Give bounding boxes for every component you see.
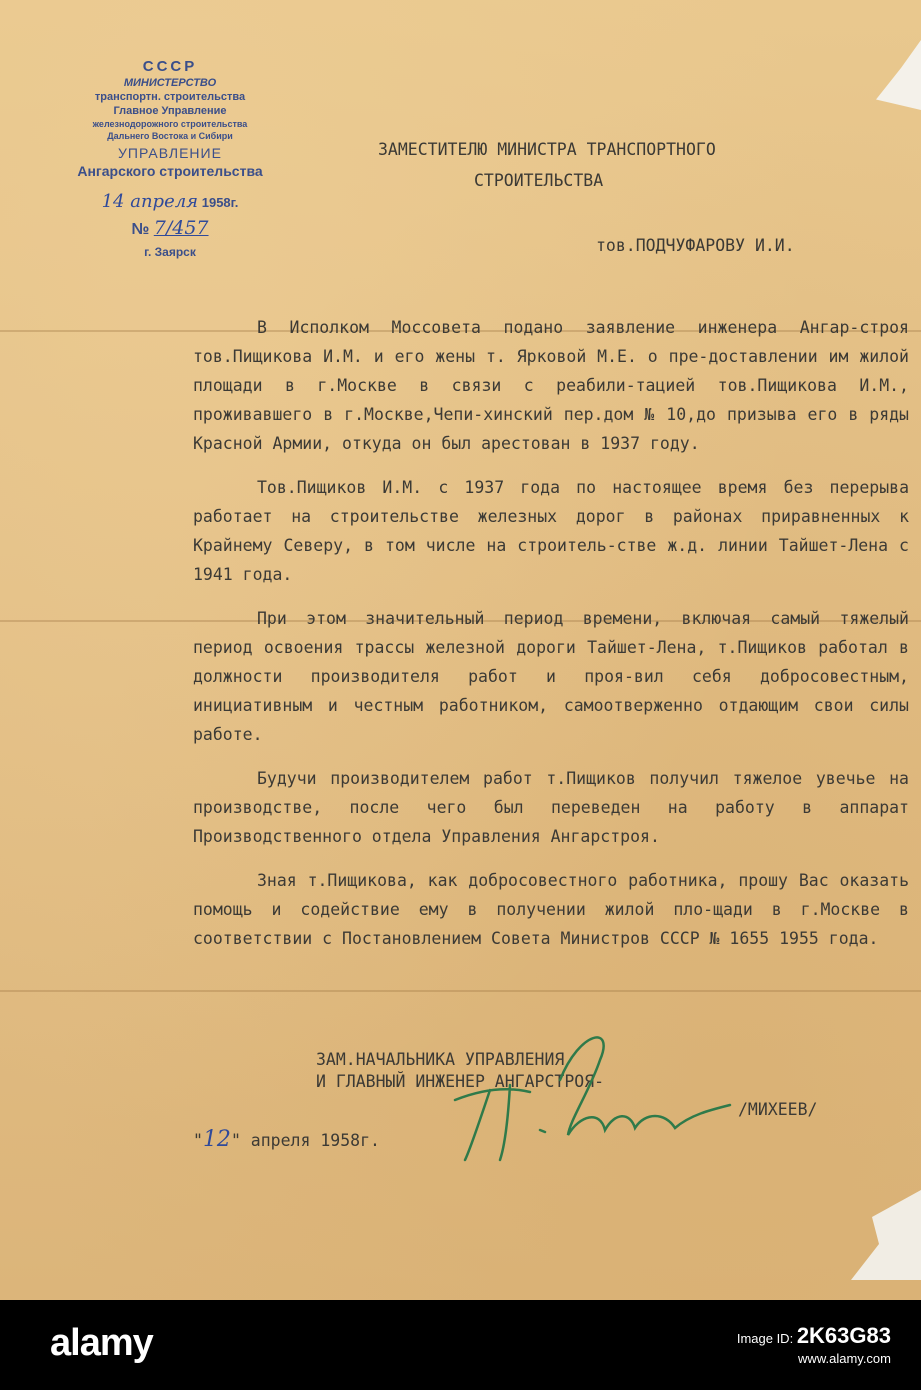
stamp-line: железнодорожного строительства (92, 119, 248, 129)
signatory-name: /МИХЕЕВ/ (738, 1100, 818, 1119)
paragraph: При этом значительный период времени, включая самый тяжелый период освоения трассы железной дороги Тайшет-Лена, т.Пищиков работал в должности производителя работ и проя-вил себя добросовестным, инициативным и честным работником, самоотверженно отдающим свои силы работе. (193, 609, 909, 744)
torn-corner (871, 40, 921, 110)
addressee-block (378, 134, 818, 196)
stamp-line: СССР (142, 58, 198, 75)
stamp-line: транспортн. строительства (94, 91, 246, 103)
image-id-row (736, 1323, 891, 1349)
paragraph: Тов.Пищиков И.М. с 1937 года по настоящее время без перерыва работает на строительстве железных дорог в районах приравненных к Крайнему Северу, в том числе на строитель-стве ж.д. линии Тайшет-Лена с 1941 года. (193, 478, 909, 584)
stamp-line: Главное Управление (113, 105, 227, 117)
signatory-title-line: ЗАМ.НАЧАЛЬНИКА УПРАВЛЕНИЯ (316, 1050, 565, 1069)
site-url: www.alamy.com (798, 1351, 891, 1366)
letter-body (193, 313, 909, 968)
stamp-number-handwritten: 7/457 (153, 217, 209, 239)
date-quote: " (193, 1131, 203, 1150)
ministry-stamp (60, 58, 280, 259)
date-day-handwritten: 12 (202, 1127, 231, 1152)
fold-line (0, 990, 921, 992)
image-id-label: Image ID: (736, 1331, 794, 1346)
addressee-line: ЗАМЕСТИТЕЛЮ МИНИСТРА ТРАНСПОРТНОГО (378, 140, 716, 159)
stamp-number-prefix: № (131, 221, 150, 238)
stamp-line: МИНИСТЕРСТВО (123, 77, 217, 89)
stamp-number (60, 217, 280, 239)
watermark-banner (0, 1300, 921, 1390)
torn-corner (851, 1190, 921, 1280)
alamy-logo: alamy (50, 1322, 153, 1364)
signatory-title-line: И ГЛАВНЫЙ ИНЖЕНЕР АНГАРСТРОЯ- (316, 1072, 605, 1091)
recipient-name: тов.ПОДЧУФАРОВУ И.И. (596, 236, 795, 255)
letter-date (193, 1127, 380, 1152)
image-info (736, 1323, 891, 1369)
image-id: 2K63G83 (796, 1323, 891, 1348)
paragraph: Будучи производителем работ т.Пищиков получил тяжелое увечье на производстве, после чего был переведен на работу в аппарат Производственного отдела Управления Ангарстроя. (193, 769, 909, 846)
stamp-line: Дальнего Востока и Сибири (107, 131, 233, 141)
stamp-line: УПРАВЛЕНИЕ (118, 145, 222, 161)
stamp-line: Ангарского строительства (77, 163, 263, 179)
stamp-date (60, 191, 280, 213)
date-rest: " апреля 1958г. (230, 1131, 380, 1150)
paragraph: В Исполком Моссовета подано заявление инженера Ангар-строя тов.Пищикова И.М. и его жены т. Ярковой М.Е. о пре-доставлении им жилой площади в г.Москве в связи с реабили-тацией тов.Пищикова И.М., проживавшего в г.Москве,Чепи-хинский пер.дом № 10,до призыва его в ряды Красной Армии, откуда он был арестован в 1937 году. (193, 318, 909, 453)
addressee-line: СТРОИТЕЛЬСТВА (474, 171, 604, 190)
stamp-year: 1958г. (201, 195, 239, 210)
handwritten-signature (450, 1020, 740, 1170)
stamp-date-handwritten: 14 апреля (101, 191, 199, 212)
paragraph: Зная т.Пищикова, как добросовестного работника, прошу Вас оказать помощь и содействие ему в получении жилой пло-щади в г.Москве в соответствии с Постановлением Совета Министров СССР № 1655 1955 года. (193, 871, 909, 948)
stamp-city: г. Заярск (144, 245, 196, 259)
